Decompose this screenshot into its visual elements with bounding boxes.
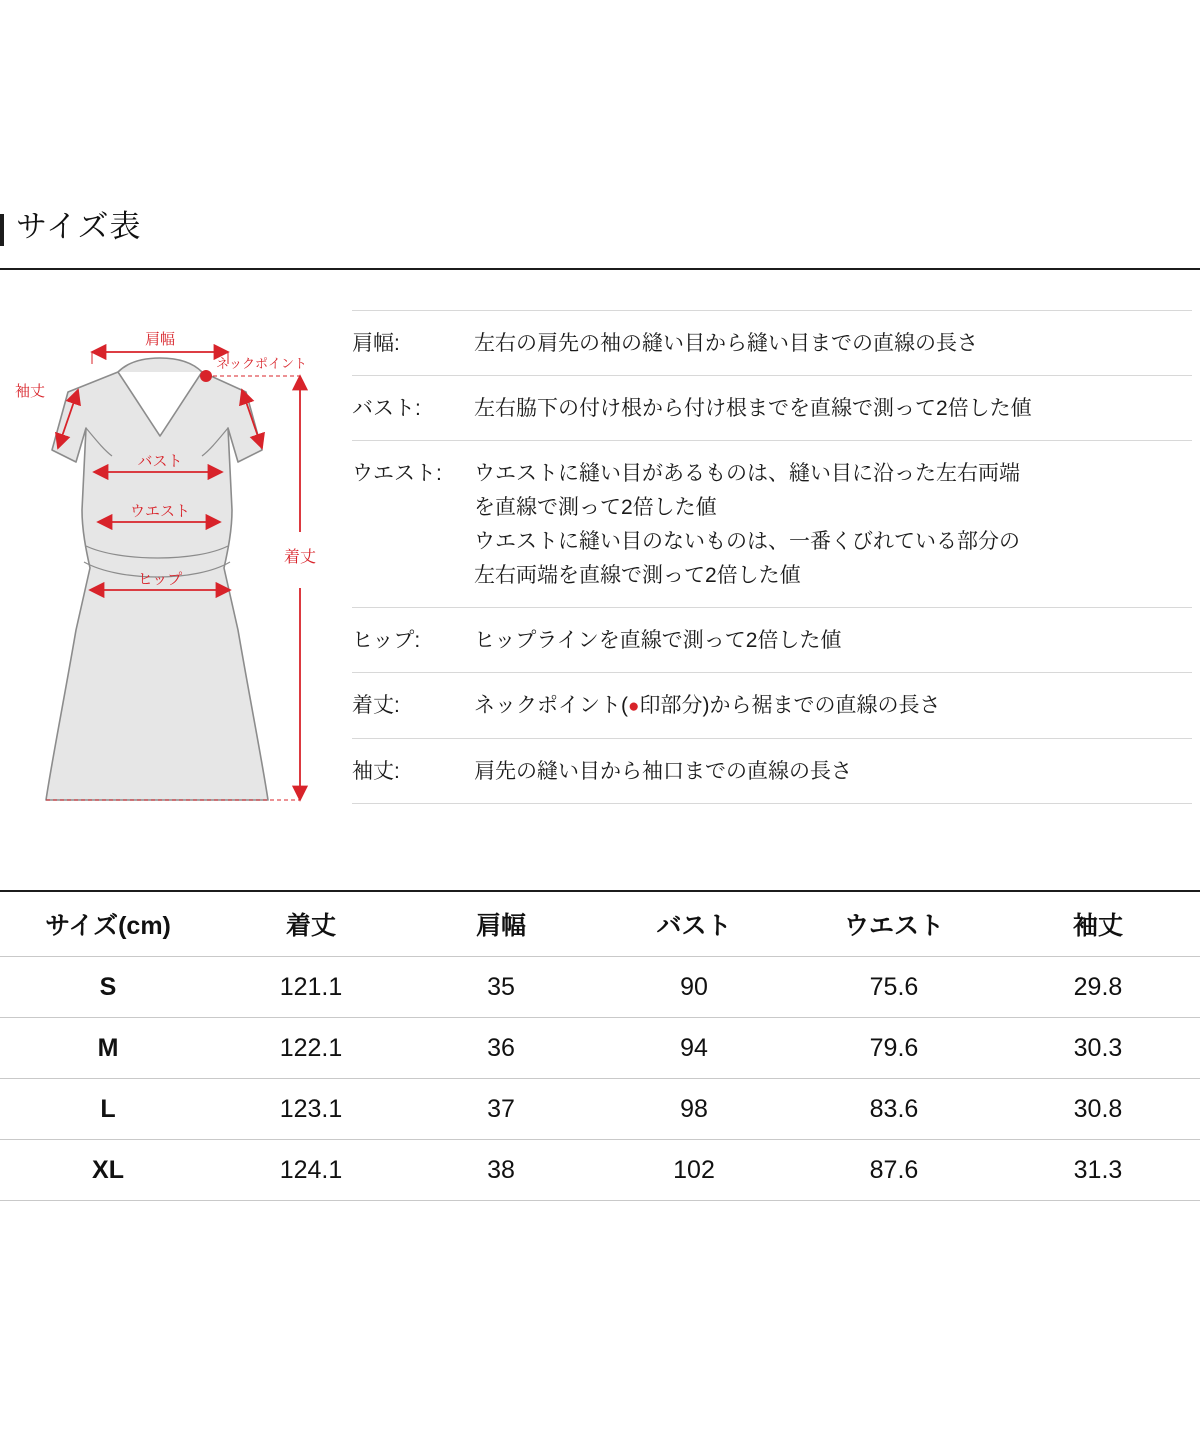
neck-point-dot-icon: ● bbox=[628, 696, 640, 717]
label-waist: ウエスト bbox=[129, 503, 191, 520]
definition-term-hip: ヒップ: bbox=[352, 629, 421, 652]
definition-desc-sleeve: 肩先の縫い目から袖口までの直線の長さ bbox=[474, 760, 852, 783]
table-row bbox=[0, 1018, 1200, 1079]
size-table-header-sleeve: 袖丈 bbox=[996, 891, 1200, 957]
definition-desc-hip: ヒップラインを直線で測って2倍した値 bbox=[474, 629, 842, 652]
size-cell-xl-waist: 87.6 bbox=[792, 1140, 996, 1201]
size-cell-l-label: L bbox=[0, 1079, 216, 1140]
size-cell-xl-label: XL bbox=[0, 1140, 216, 1201]
size-cell-l-length: 123.1 bbox=[216, 1079, 406, 1140]
definition-term-sleeve: 袖丈: bbox=[352, 760, 400, 783]
definition-term-length: 着丈: bbox=[352, 694, 400, 717]
size-cell-m-bust: 94 bbox=[596, 1018, 792, 1079]
measurement-definitions-list bbox=[352, 310, 1192, 804]
definition-desc-shoulder: 左右の肩先の袖の縫い目から縫い目までの直線の長さ bbox=[474, 332, 978, 355]
definition-row-shoulder bbox=[352, 310, 1192, 376]
size-cell-s-shoulder: 35 bbox=[406, 957, 596, 1018]
size-cell-m-sleeve: 30.3 bbox=[996, 1018, 1200, 1079]
definition-desc-length-suffix: 印部分)から裾までの直線の長さ bbox=[639, 694, 941, 717]
definition-term-shoulder: 肩幅: bbox=[352, 332, 400, 355]
definition-row-sleeve bbox=[352, 739, 1192, 804]
size-cell-l-waist: 83.6 bbox=[792, 1079, 996, 1140]
definition-row-bust bbox=[352, 376, 1192, 441]
label-neck-point: ネックポイント bbox=[216, 356, 308, 371]
definition-row-hip bbox=[352, 608, 1192, 673]
size-cell-l-shoulder: 37 bbox=[406, 1079, 596, 1140]
size-cell-xl-sleeve: 31.3 bbox=[996, 1140, 1200, 1201]
definition-desc-waist-line-3: ウエストに縫い目のないものは、一番くびれている部分の bbox=[474, 530, 1020, 553]
size-cell-s-label: S bbox=[0, 957, 216, 1018]
size-cell-s-length: 121.1 bbox=[216, 957, 406, 1018]
size-cell-m-label: M bbox=[0, 1018, 216, 1079]
dress-diagram-svg bbox=[0, 300, 350, 860]
size-cell-s-bust: 90 bbox=[596, 957, 792, 1018]
definition-desc-waist-line-2: を直線で測って2倍した値 bbox=[474, 496, 717, 519]
definition-desc-waist-line-4: 左右両端を直線で測って2倍した値 bbox=[474, 564, 801, 587]
garment-measurement-diagram bbox=[0, 300, 350, 860]
size-table-header-length: 着丈 bbox=[216, 891, 406, 957]
definition-desc-waist bbox=[474, 457, 1192, 593]
definition-desc-waist-line-1: ウエストに縫い目があるものは、縫い目に沿った左右両端 bbox=[474, 462, 1020, 485]
definition-desc-length bbox=[474, 689, 1192, 724]
size-cell-l-bust: 98 bbox=[596, 1079, 792, 1140]
definition-desc-length-prefix: ネックポイント( bbox=[474, 694, 628, 717]
definition-desc-bust: 左右脇下の付け根から付け根までを直線で測って2倍した値 bbox=[474, 397, 1032, 420]
label-bust: バスト bbox=[137, 453, 183, 470]
label-shoulder: 肩幅 bbox=[144, 331, 176, 348]
size-cell-m-shoulder: 36 bbox=[406, 1018, 596, 1079]
definition-row-waist bbox=[352, 441, 1192, 608]
table-row bbox=[0, 957, 1200, 1018]
size-cell-xl-bust: 102 bbox=[596, 1140, 792, 1201]
size-table-header-row bbox=[0, 891, 1200, 957]
page-title: サイズ表 bbox=[16, 209, 142, 244]
definition-term-bust: バスト: bbox=[352, 397, 421, 420]
label-hip: ヒップ bbox=[137, 571, 183, 588]
size-cell-m-waist: 79.6 bbox=[792, 1018, 996, 1079]
size-chart-section-heading bbox=[0, 208, 1200, 270]
size-table-header-shoulder: 肩幅 bbox=[406, 891, 596, 957]
size-table bbox=[0, 890, 1200, 1201]
table-row bbox=[0, 1079, 1200, 1140]
size-table-header-waist: ウエスト bbox=[792, 891, 996, 957]
definition-term-waist: ウエスト: bbox=[352, 462, 442, 485]
size-cell-m-length: 122.1 bbox=[216, 1018, 406, 1079]
size-cell-s-waist: 75.6 bbox=[792, 957, 996, 1018]
size-cell-xl-length: 124.1 bbox=[216, 1140, 406, 1201]
table-row bbox=[0, 1140, 1200, 1201]
size-cell-s-sleeve: 29.8 bbox=[996, 957, 1200, 1018]
size-table-header-bust: バスト bbox=[596, 891, 792, 957]
label-length: 着丈 bbox=[283, 549, 317, 566]
definition-row-length bbox=[352, 673, 1192, 739]
size-cell-xl-shoulder: 38 bbox=[406, 1140, 596, 1201]
size-cell-l-sleeve: 30.8 bbox=[996, 1079, 1200, 1140]
heading-accent-bar bbox=[0, 214, 4, 246]
size-table-header-size: サイズ(cm) bbox=[0, 891, 216, 957]
label-sleeve: 袖丈 bbox=[14, 383, 46, 400]
